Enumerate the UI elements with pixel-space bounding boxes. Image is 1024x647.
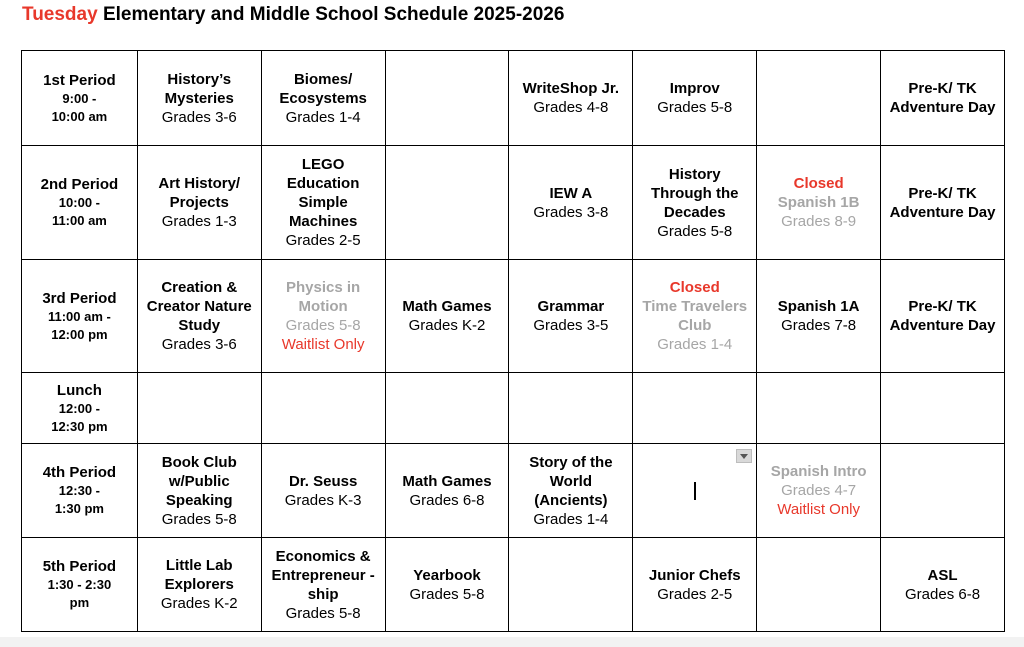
class-cell[interactable] [881, 373, 1005, 444]
class-cell[interactable] [385, 51, 509, 146]
class-name: LEGO Education Simple Machines [286, 156, 360, 230]
class-grades: Grades 7-8 [781, 317, 857, 334]
class-cell[interactable] [633, 146, 757, 260]
class-cell[interactable] [385, 146, 509, 260]
class-name: Junior Chefs [648, 566, 741, 584]
class-grades: Grades 2-5 [657, 585, 733, 603]
class-name: Improv [669, 80, 720, 97]
class-grades: Grades 2-5 [285, 232, 361, 249]
class-cell[interactable] [633, 538, 757, 632]
period-cell[interactable] [22, 373, 138, 444]
class-cell[interactable] [509, 51, 633, 146]
class-grades: Grades K-2 [160, 595, 238, 612]
class-cell[interactable] [385, 373, 509, 444]
class-cell[interactable] [137, 146, 261, 260]
class-name: Economics & Entrepreneur -ship [271, 547, 375, 603]
class-cell[interactable] [385, 538, 509, 632]
window-bottom-bar [0, 637, 1024, 647]
class-grades: Grades K-2 [408, 317, 486, 334]
period-name: 2nd Period [40, 176, 119, 193]
period-time: 12:30 - 1:30 pm [54, 483, 104, 516]
class-grades: Grades 5-8 [285, 604, 361, 622]
class-grades: Grades 5-8 [285, 317, 361, 334]
schedule-row [22, 373, 1005, 444]
class-cell[interactable] [757, 444, 881, 538]
class-cell[interactable] [881, 51, 1005, 146]
class-name: Time Travelers Club [642, 298, 748, 334]
period-time: 11:00 am - 12:00 pm [47, 308, 111, 342]
class-name: Pre-K/ TK Adventure Day [889, 184, 996, 221]
class-grades: Grades 6-8 [409, 491, 485, 509]
class-grades: Grades 6-8 [905, 585, 981, 603]
schedule-table [21, 50, 1005, 632]
class-cell[interactable] [385, 444, 509, 538]
class-grades: Grades 3-8 [533, 203, 609, 221]
class-cell[interactable] [509, 538, 633, 632]
schedule-row [22, 444, 1005, 538]
class-cell[interactable] [261, 260, 385, 373]
class-grades: Grades 5-8 [409, 585, 485, 603]
period-cell[interactable] [22, 260, 138, 373]
closed-status: Closed [669, 279, 720, 296]
class-name: Story of the World (Ancients) [529, 453, 613, 509]
class-grades: Grades 8-9 [781, 213, 857, 230]
class-name: WriteShop Jr. [522, 80, 620, 97]
class-grades: Grades 1-4 [657, 336, 733, 353]
class-name: Biomes/ Ecosystems [279, 70, 367, 107]
class-cell[interactable] [509, 373, 633, 444]
title-rest: Elementary and Middle School Schedule 2025-2026 [102, 4, 565, 25]
class-grades: Grades 1-4 [533, 510, 609, 528]
class-cell[interactable] [757, 373, 881, 444]
class-cell[interactable] [633, 260, 757, 373]
class-name: Dr. Seuss [288, 472, 358, 490]
class-name: History Through the Decades [651, 165, 739, 221]
period-time: 9:00 - 10:00 am [51, 90, 108, 124]
class-name: ASL [927, 566, 958, 584]
class-cell[interactable] [757, 260, 881, 373]
class-grades: Grades 4-8 [533, 99, 609, 116]
class-name: Yearbook [413, 566, 481, 584]
class-name: Math Games [402, 472, 492, 490]
class-cell[interactable] [633, 51, 757, 146]
cell-dropdown-icon[interactable] [736, 449, 752, 463]
class-name: Spanish Intro [770, 463, 867, 480]
class-cell[interactable] [261, 373, 385, 444]
period-name: 4th Period [42, 464, 117, 481]
period-cell[interactable] [22, 146, 138, 260]
class-cell[interactable] [137, 260, 261, 373]
class-cell[interactable] [509, 444, 633, 538]
period-name: 1st Period [43, 71, 116, 89]
class-cell[interactable] [261, 146, 385, 260]
class-name: History’s Mysteries [164, 70, 234, 107]
schedule-row [22, 146, 1005, 260]
schedule-row [22, 51, 1005, 146]
class-cell[interactable] [137, 373, 261, 444]
period-cell[interactable] [22, 538, 138, 632]
class-cell[interactable] [633, 373, 757, 444]
class-name: Math Games [402, 298, 492, 315]
class-grades: Grades 5-8 [657, 99, 733, 116]
class-cell[interactable] [261, 538, 385, 632]
waitlist-note: Waitlist Only [777, 501, 861, 518]
schedule-row [22, 538, 1005, 632]
class-name: Art History/ Projects [158, 175, 241, 211]
period-time: 1:30 - 2:30 pm [47, 577, 112, 610]
period-time: 10:00 - 11:00 am [51, 195, 107, 228]
class-grades: Grades 1-4 [285, 108, 361, 126]
schedule-row [22, 260, 1005, 373]
class-name: Creation & Creator Nature Study [146, 279, 252, 334]
class-cell[interactable] [137, 538, 261, 632]
class-cell[interactable] [757, 146, 881, 260]
class-cell[interactable] [509, 260, 633, 373]
class-name: Physics in Motion [286, 279, 361, 315]
class-grades: Grades 3-6 [161, 108, 237, 126]
text-cursor [694, 482, 696, 500]
class-cell[interactable] [757, 538, 881, 632]
period-cell[interactable] [22, 444, 138, 538]
period-name: Lunch [56, 381, 102, 399]
class-cell[interactable] [881, 538, 1005, 632]
class-grades: Grades K-3 [284, 491, 362, 509]
class-cell[interactable] [881, 146, 1005, 260]
class-grades: Grades 3-6 [161, 336, 237, 353]
waitlist-note: Waitlist Only [281, 336, 365, 353]
class-cell[interactable] [757, 51, 881, 146]
class-cell[interactable] [137, 444, 261, 538]
class-cell[interactable] [137, 51, 261, 146]
class-name: Spanish 1A [777, 298, 860, 315]
class-cell[interactable] [881, 444, 1005, 538]
class-grades: Grades 5-8 [657, 222, 733, 240]
class-cell[interactable] [261, 444, 385, 538]
class-cell[interactable] [261, 51, 385, 146]
class-cell[interactable] [509, 146, 633, 260]
class-grades: Grades 1-3 [161, 213, 237, 230]
class-name: Pre-K/ TK Adventure Day [889, 80, 996, 116]
class-cell[interactable] [633, 444, 757, 538]
class-name: Grammar [537, 298, 605, 315]
class-name: Spanish 1B [777, 194, 860, 211]
period-time: 12:00 - 12:30 pm [51, 400, 108, 434]
class-cell[interactable] [385, 260, 509, 373]
title-day: Tuesday [22, 4, 98, 25]
class-name: Book Club w/Public Speaking [161, 453, 237, 509]
class-name: IEW A [549, 184, 593, 202]
class-name: Pre-K/ TK Adventure Day [889, 298, 996, 334]
class-grades: Grades 3-5 [533, 317, 609, 334]
closed-status: Closed [793, 175, 844, 192]
class-cell[interactable] [881, 260, 1005, 373]
period-name: 3rd Period [42, 289, 117, 307]
period-cell[interactable] [22, 51, 138, 146]
class-name: Little Lab Explorers [164, 557, 234, 593]
class-grades: Grades 5-8 [161, 510, 237, 528]
page-title [22, 4, 564, 26]
class-grades: Grades 4-7 [781, 482, 857, 499]
period-name: 5th Period [42, 558, 117, 575]
